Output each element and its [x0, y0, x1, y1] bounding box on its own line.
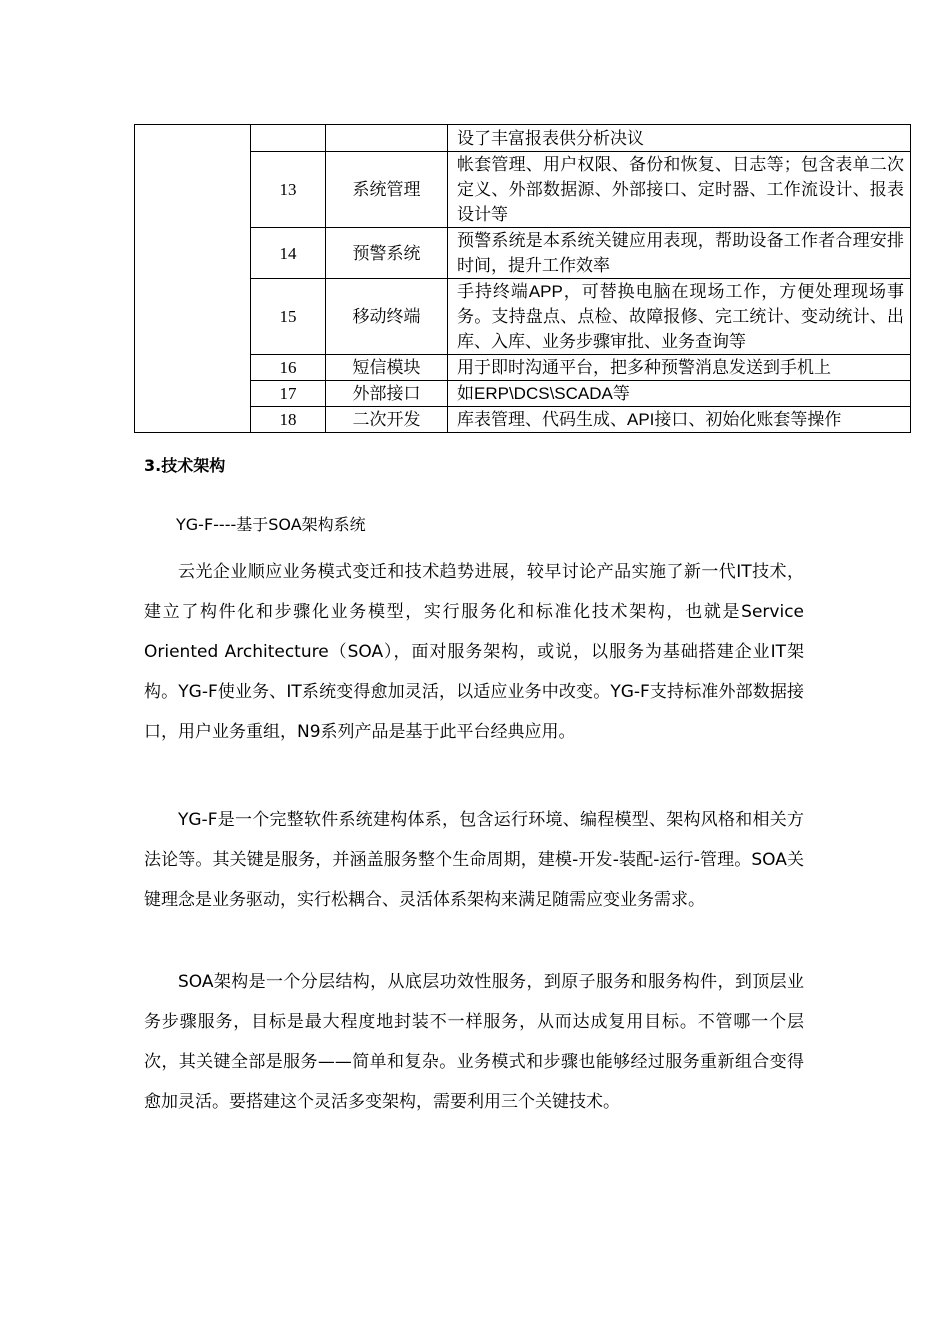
row-module-name — [326, 125, 448, 152]
row-description: 预警系统是本系统关键应用表现，帮助设备工作者合理安排时间，提升工作效率 — [448, 228, 911, 279]
row-description: 库表管理、代码生成、API接口、初始化账套等操作 — [448, 407, 911, 433]
body-paragraph: SOA架构是一个分层结构，从底层功效性服务，到原子服务和服务构件，到顶层业务步骤服务，目标是最大程度地封装不一样服务，从而达成复用目标。不管哪一个层次，其关键全部是服务——简单和复杂。业务模式和步骤也能够经过服务重新组合变得愈加灵活。要搭建这个灵活多变架构，需要利用三个关键技术。 — [144, 972, 804, 1112]
table-row — [135, 228, 911, 279]
row-description: 手持终端APP，可替换电脑在现场工作，方便处理现场事务。支持盘点、点检、故障报修、完工统计、变动统计、出库、入库、业务步骤审批、业务查询等 — [448, 279, 911, 355]
row-number — [251, 125, 326, 152]
section-heading: 3.技术架构 — [144, 456, 226, 475]
row-module-name: 二次开发 — [326, 407, 448, 433]
row-description: 帐套管理、用户权限、备份和恢复、日志等；包含表单二次定义、外部数据源、外部接口、定时器、工作流设计、报表设计等 — [448, 152, 911, 228]
table-row — [135, 407, 911, 433]
table-row — [135, 152, 911, 228]
row-module-name: 短信模块 — [326, 355, 448, 381]
row-number: 15 — [251, 279, 326, 355]
table-row — [135, 279, 911, 355]
row-module-name: 移动终端 — [326, 279, 448, 355]
row-number: 17 — [251, 381, 326, 407]
body-paragraph: 云光企业顺应业务模式变迁和技术趋势进展，较早讨论产品实施了新一代IT技术，建立了构件化和步骤化业务模型，实行服务化和标准化技术架构，也就是Service Oriented Architecture（SOA），面对服务架构，或说，以服务为基础搭建企业IT架构。YG-F使业务、IT系统变得愈加灵活，以适应业务中改变。YG-F支持标准外部数据接口，用户业务重组，N9系列产品是基于此平台经典应用。 — [144, 562, 804, 742]
row-description: 用于即时沟通平台，把多种预警消息发送到手机上 — [448, 355, 911, 381]
section-subtitle: YG-F----基于SOA架构系统 — [176, 515, 366, 534]
table-row — [135, 355, 911, 381]
row-number: 14 — [251, 228, 326, 279]
table-row — [135, 381, 911, 407]
row-number: 13 — [251, 152, 326, 228]
table-category-cell — [135, 125, 251, 433]
row-number: 18 — [251, 407, 326, 433]
row-module-name: 系统管理 — [326, 152, 448, 228]
row-description: 设了丰富报表供分析决议 — [448, 125, 911, 152]
feature-table — [134, 124, 911, 433]
row-module-name: 预警系统 — [326, 228, 448, 279]
table-row — [135, 125, 911, 152]
row-number: 16 — [251, 355, 326, 381]
row-module-name: 外部接口 — [326, 381, 448, 407]
row-description: 如ERP\DCS\SCADA等 — [448, 381, 911, 407]
body-paragraph: YG-F是一个完整软件系统建构体系，包含运行环境、编程模型、架构风格和相关方法论等。其关键是服务，并涵盖服务整个生命周期，建模-开发-装配-运行-管理。SOA关键理念是业务驱动，实行松耦合、灵活体系架构来满足随需应变业务需求。 — [144, 810, 804, 910]
